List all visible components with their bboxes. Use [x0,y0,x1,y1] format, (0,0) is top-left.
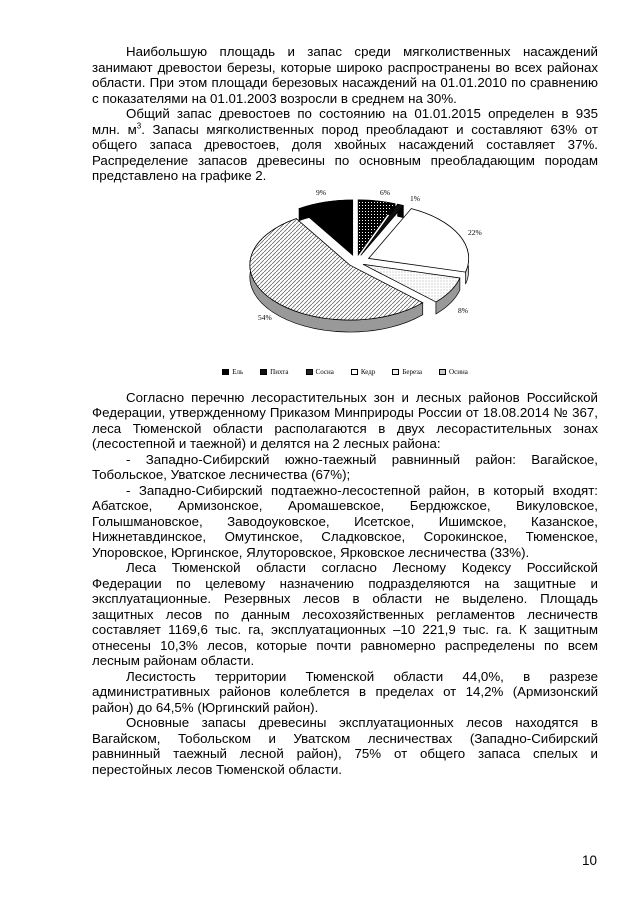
legend-label: Осина [449,367,468,376]
paragraph-forest-cover: Лесистость территории Тюменской области 44,0%, в разрезе административных районов колеблется в пределах от 14,2% (Армизонский район) до 64,5% (Юргинский район). [92,668,598,715]
legend-label: Ель [232,367,244,376]
legend-label: Береза [402,367,423,376]
paragraph-district-2: - Западно-Сибирский подтаежно-лесостепной район, в который входят: Абатское, Армизонское, Аромашевское, Бердюжское, Викуловское, Голышмановское, Заводоуковское, Исетское, Ишимское, Казанское, Нижнетавдинское, Омутинское, Сладковское, Сорокинское, Тюменское, Упоровское, Юргинское, Ялуторовское, Ярковское лесничества (33%). [92,482,598,560]
paragraph-total-stock-a: Общий запас древостоев по состоянию на 01.01.2015 определен в 935 млн. м [92,106,598,137]
legend-item [260,368,288,376]
legend-item [306,368,334,376]
legend-item [439,368,468,376]
page-number: 10 [582,853,598,868]
species-pie-chart [92,184,598,364]
chart-legend [92,364,598,380]
paragraph-birch: Наибольшую площадь и запас среди мягколиственных насаждений занимают древостои березы, которые широко распространены во всех районах области. При этом площади березовых насаждений на 01.01.2010 по сравнению с показателями на 01.01.2003 возросли в среднем на 30%. [92,44,598,106]
paragraph-total-stock [92,106,598,184]
pie-label-aspen: 54% [258,312,272,322]
legend-swatch-birch [392,369,399,375]
cubic-superscript: 3 [136,121,142,131]
pie-label-fir: 6% [380,187,390,197]
paragraph-district-1: - Западно-Сибирский южно-таежный равнинный район: Вагайское, Тобольское, Уватское лесничества (67%); [92,451,598,482]
legend-swatch-pine [306,369,313,375]
pie-label-pine: 1% [410,193,420,203]
legend-swatch-fir [260,369,267,375]
pie-label-birch: 8% [458,305,468,315]
document-page [92,44,598,777]
paragraph-forest-types: Леса Тюменской области согласно Лесному Кодексу Российской Федерации по целевому назначению подразделяются на защитные и эксплуатационные. Резервных лесов в области не выделено. Площадь защитных лесов по данным лесохозяйственных регламентов лесничеств составляет 1169,6 тыс. га, эксплуатационных –10 221,9 тыс. га. К защитным отнесены 10,3% лесов, которые почти равномерно распределены по всем лесным районам области. [92,560,598,668]
pie-label-spruce: 9% [316,187,326,197]
legend-swatch-spruce [222,369,229,375]
paragraph-zones: Согласно перечню лесорастительных зон и лесных районов Российской Федерации, утвержденному Приказом Минприроды России от 18.08.2014 № 367, леса Тюменской области располагаются в двух лесорастительных зонах (лесостепной и таежной) и делятся на 2 лесных района: [92,389,598,451]
pie-chart-svg [92,184,598,364]
legend-item [392,368,422,376]
legend-item [351,368,375,376]
pie-label-cedar: 22% [468,227,482,237]
legend-swatch-aspen [439,369,446,375]
legend-swatch-cedar [351,369,358,375]
paragraph-total-stock-b: . Запасы мягколиственных пород преобладают и составляют 63% от общего запаса древостоев, доля хвойных насаждений составляет 37%. Распределение запасов древесины по основным преобладающим породам представлено на графике 2. [92,121,598,183]
legend-label: Сосна [315,367,334,376]
legend-label: Кедр [360,367,376,376]
legend-item [222,368,243,376]
legend-label: Пихта [270,367,289,376]
paragraph-main-stocks: Основные запасы древесины эксплуатационных лесов находятся в Вагайском, Тобольском и Уватском лесничествах (Западно-Сибирский равнинный таежный лесной район), 75% от общего запаса спелых и перестойных лесов Тюменской области. [92,715,598,777]
